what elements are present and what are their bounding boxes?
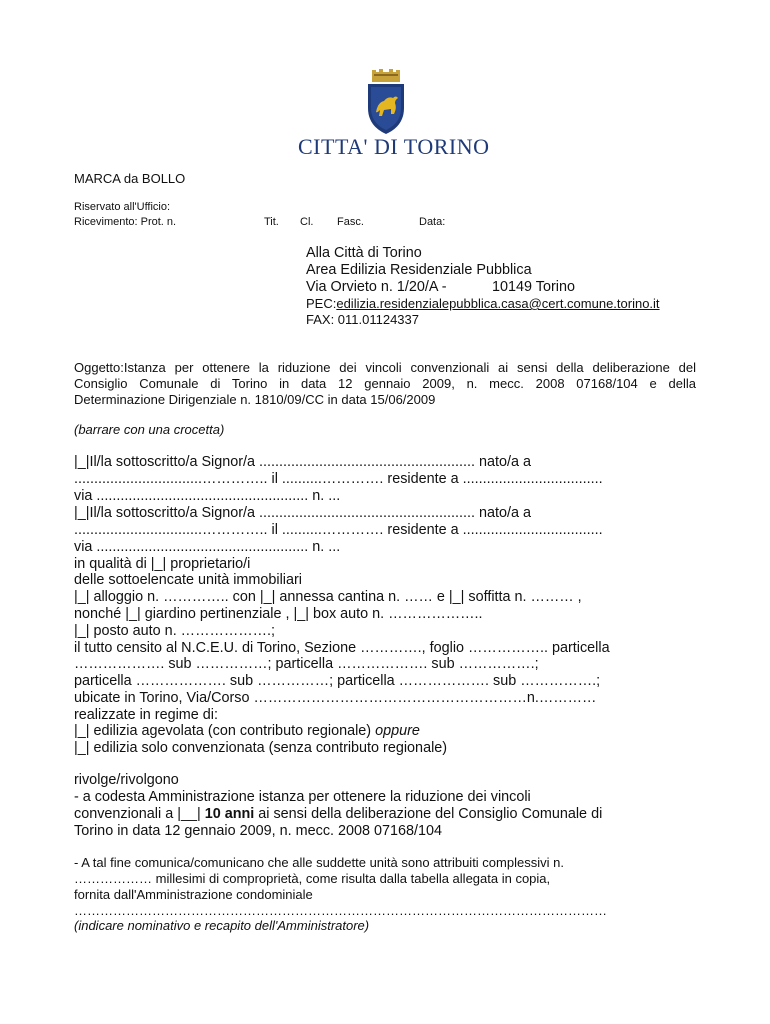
oppure-text: oppure — [375, 723, 420, 739]
comunica-line4: …………………………………………………………………………………………………………… — [74, 903, 607, 918]
rivolge-line1: rivolge/rivolgono — [74, 772, 179, 788]
recipient-fax: FAX: 011.01124337 — [306, 312, 420, 327]
comunica-line5: (indicare nominativo e recapito dell'Amministratore) — [74, 918, 370, 933]
body-line: ................................………….. il ..........…………. residente a ................................... — [74, 471, 603, 487]
body-line: |_|Il/la sottoscritto/a Signor/a ...................................................... nato/a a — [74, 454, 531, 470]
rivolge-line3: convenzionali a |__| 10 anni ai sensi della deliberazione del Consiglio Comunale di — [74, 806, 603, 822]
body-line: nonché |_| giardino pertinenziale , |_| box auto n. ……………….. — [74, 606, 483, 622]
comunica-line3: fornita dall'Amministrazione condominiale — [74, 887, 313, 902]
body-line: il tutto censito al N.C.E.U. di Torino, Sezione …………., foglio …………….. particella — [74, 640, 610, 656]
ten-years-bold: 10 anni — [204, 806, 255, 822]
oggetto-line2: Consiglio Comunale di Torino in data 12 gennaio 2009, n. mecc. 2008 07168/104 e della — [74, 376, 696, 391]
body-line: |_|Il/la sottoscritto/a Signor/a ...................................................... nato/a a — [74, 505, 531, 521]
body-line: realizzate in regime di: — [74, 707, 218, 723]
oggetto-line3: Determinazione Dirigenziale n. 1810/09/CC in data 15/06/2009 — [74, 392, 436, 407]
barrare-note: (barrare con una crocetta) — [74, 422, 225, 437]
marca-da-bollo: MARCA da BOLLO — [74, 171, 186, 186]
recipient-city: 10149 Torino — [492, 279, 575, 295]
comunica-line2: ……………… millesimi di comproprietà, come risulta dalla tabella allegata in copia, — [74, 871, 551, 886]
recipient-street: Via Orvieto n. 1/20/A - — [306, 279, 447, 295]
regime-convenzionata: |_| edilizia solo convenzionata (senza contributo regionale) — [74, 740, 448, 756]
body-line: ubicate in Torino, Via/Corso …………………………………………………n.………… — [74, 690, 597, 706]
body-line: delle sottoelencate unità immobiliari — [74, 572, 302, 588]
body-line: in qualità di |_| proprietario/i — [74, 556, 251, 572]
recipient-line1: Alla Città di Torino — [306, 245, 422, 261]
cl-label: Cl. — [300, 216, 314, 228]
body-line: |_| posto auto n. ……………….; — [74, 623, 276, 639]
fasc-label: Fasc. — [337, 216, 364, 228]
rivolge-line2: - a codesta Amministrazione istanza per ottenere la riduzione dei vincoli — [74, 789, 531, 805]
body-line: via ..................................................... n. ... — [74, 488, 341, 504]
tit-label: Tit. — [264, 216, 279, 228]
rivolge-line4: Torino in data 12 gennaio 2009, n. mecc. 2008 07168/104 — [74, 823, 443, 839]
recipient-line2: Area Edilizia Residenziale Pubblica — [306, 262, 532, 278]
ricevimento-label: Ricevimento: Prot. n. — [74, 216, 177, 228]
body-line: |_| alloggio n. ………….. con |_| annessa cantina n. …… e |_| soffitta n. ……… , — [74, 589, 582, 605]
regime-agevolata: |_| edilizia agevolata (con contributo regionale) oppure — [74, 723, 420, 739]
body-line: ………………. sub ……………; particella ………………. sub …………….; — [74, 656, 539, 672]
oggetto-line1: Oggetto:Istanza per ottenere la riduzione dei vincoli convenzionali ai sensi della deliberazione del — [74, 360, 696, 375]
comunica-line1: - A tal fine comunica/comunicano che alle suddette unità sono attribuiti complessivi n. — [74, 855, 564, 870]
recipient-pec — [306, 296, 660, 311]
torino-crest-logo — [362, 68, 410, 136]
body-line: via ..................................................... n. ... — [74, 539, 341, 555]
data-label: Data: — [419, 216, 446, 228]
pec-label: PEC: — [306, 296, 337, 311]
city-name: CITTA' DI TORINO — [298, 134, 490, 159]
reserved-office-label: Riservato all'Ufficio: — [74, 201, 171, 213]
body-line: particella ………………. sub ……………; particella ………………. sub …………….; — [74, 673, 601, 689]
pec-email-link[interactable]: edilizia.residenzialepubblica.casa@cert.comune.torino.it — [336, 296, 660, 311]
body-line: ................................………….. il ..........…………. residente a ................................... — [74, 522, 603, 538]
